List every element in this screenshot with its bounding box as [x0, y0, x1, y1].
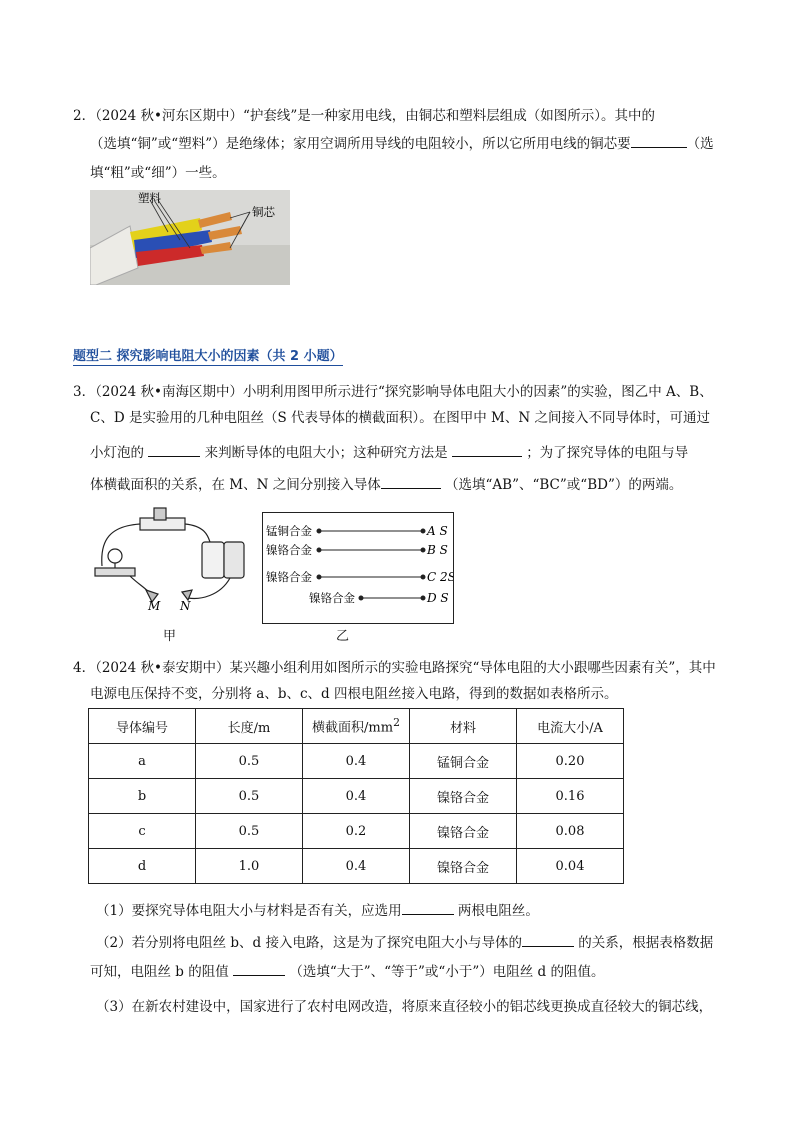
terminal-m-label: M	[148, 599, 161, 613]
q4-sub3: （3）在新农村建设中，国家进行了农村电网改造，将原来直径较小的铝芯线更换成直径较大的铜芯线，	[96, 999, 713, 1015]
wire-c-material: 镍铬合金	[266, 570, 312, 584]
cell-current: 0.16	[517, 779, 624, 814]
cell-current: 0.04	[517, 849, 624, 884]
cell-material: 镍铬合金	[410, 849, 517, 884]
q3-line3-text-c: ；为了探究导体的电阻与导	[526, 445, 689, 461]
q3-line4-text-a: 体横截面积的关系，在 M、N 之间分别接入导体	[90, 477, 381, 493]
q3-line4-text-b: （选填“AB”、“BC”或“BD”）的两端。	[445, 477, 683, 493]
q4-sub2-text-b: 的关系，根据表格数据	[578, 935, 714, 951]
cell-area: 0.4	[303, 779, 410, 814]
cell-id: d	[89, 849, 196, 884]
q2-line3: 填“粗”或“细”）一些。	[90, 165, 226, 181]
q4-sub2-text-d: （选填“大于”、“等于”或“小于”）电阻丝 d 的阻值。	[289, 964, 605, 980]
q4-line2: 电源电压保持不变，分别将 a、b、c、d 四根电阻丝接入电路，得到的数据如表格所示。	[90, 686, 618, 702]
header-length: 长度/m	[196, 709, 303, 744]
cell-material: 镍铬合金	[410, 779, 517, 814]
q4-sub2-line1	[96, 931, 713, 951]
resistance-wires-figure-yi	[262, 512, 454, 624]
q3-line3-text-b: 来判断导体的电阻大小；这种研究方法是	[204, 445, 448, 461]
cell-material: 锰铜合金	[410, 744, 517, 779]
cell-current: 0.20	[517, 744, 624, 779]
q4-blank-2[interactable]	[522, 934, 574, 947]
q4-sub1	[96, 899, 539, 919]
table-row	[89, 744, 624, 779]
wire-c-tag: C 2S	[427, 570, 453, 584]
q4-sub2-text-c: 可知，电阻丝 b 的阻值	[90, 964, 229, 980]
wire-b-tag: B S	[427, 543, 448, 557]
q2-line2	[90, 135, 714, 152]
figure-yi-caption: 乙	[336, 629, 350, 644]
header-material: 材料	[410, 709, 517, 744]
copper-core-label: 铜芯	[252, 205, 275, 219]
cell-area: 0.4	[303, 744, 410, 779]
cell-id: c	[89, 814, 196, 849]
q4-blank-3[interactable]	[233, 963, 285, 976]
q2-blank-2[interactable]	[631, 135, 687, 148]
table-row	[89, 849, 624, 884]
header-cross-section-sup: 2	[393, 716, 400, 730]
section-heading: 题型二 探究影响电阻大小的因素（共 2 小题）	[73, 345, 343, 366]
q2-line1: 2．（2024 秋•河东区期中）“护套线”是一种家用电线，由铜芯和塑料层组成（如图所示）。其中的	[73, 108, 656, 124]
q4-blank-1[interactable]	[402, 902, 454, 915]
q3-line3-text-a: 小灯泡的	[90, 445, 144, 461]
q3-line3	[90, 444, 688, 461]
q3-blank-2[interactable]	[452, 444, 522, 457]
q3-line4	[90, 476, 682, 493]
header-cross-section	[303, 709, 410, 744]
q4-sub1-text-b: 两根电阻丝。	[457, 903, 539, 919]
q2-line2-text-a: （选填“铜”或“塑料”）是绝缘体；家用空调所用导线的电阻较小，所以它所用电线的铜芯要	[90, 136, 631, 152]
q4-sub1-text-a: （1）要探究导体电阻大小与材料是否有关，应选用	[96, 903, 402, 919]
q3-blank-3[interactable]	[381, 476, 441, 489]
wire-d-material: 镍铬合金	[309, 591, 355, 605]
q2-line2-text-b: （选	[686, 136, 714, 152]
q3-line2: C、D 是实验用的几种电阻丝（S 代表导体的横截面积）。在图甲中 M、N 之间接入不同导体时，可通过	[90, 410, 710, 426]
header-cross-section-text: 横截面积/mm	[312, 720, 394, 736]
table-header-row	[89, 709, 624, 744]
header-current: 电流大小/A	[517, 709, 624, 744]
cell-area: 0.2	[303, 814, 410, 849]
q4-sub2-text-a: （2）若分别将电阻丝 b、d 接入电路，这是为了探究电阻大小与导体的	[96, 935, 522, 951]
sheathed-wire-figure	[90, 190, 290, 285]
q4-sub2-line2	[90, 963, 604, 980]
wire-b-material: 镍铬合金	[266, 543, 312, 557]
wire-d-tag: D S	[427, 591, 449, 605]
plastic-label: 塑料	[138, 191, 161, 205]
conductor-data-table	[88, 708, 624, 884]
cell-material: 镍铬合金	[410, 814, 517, 849]
circuit-figure-jia	[90, 500, 250, 625]
q3-blank-1[interactable]	[148, 444, 200, 457]
cell-id: b	[89, 779, 196, 814]
cell-id: a	[89, 744, 196, 779]
header-conductor-id: 导体编号	[89, 709, 196, 744]
q4-line1: 4．（2024 秋•泰安期中）某兴趣小组利用如图所示的实验电路探究“导体电阻的大小跟哪些因素有关”，其中	[73, 660, 716, 676]
table-row	[89, 779, 624, 814]
terminal-n-label: N	[180, 599, 191, 613]
cell-length: 0.5	[196, 744, 303, 779]
cell-length: 0.5	[196, 779, 303, 814]
wire-a-material: 锰铜合金	[266, 524, 312, 538]
wire-a-tag: A S	[427, 524, 448, 538]
cell-current: 0.08	[517, 814, 624, 849]
cell-area: 0.4	[303, 849, 410, 884]
table-row	[89, 814, 624, 849]
q3-line1: 3．（2024 秋•南海区期中）小明利用图甲所示进行“探究影响导体电阻大小的因素”的实验，图乙中 A、B、	[73, 384, 713, 400]
figure-jia-caption: 甲	[163, 629, 177, 644]
cell-length: 1.0	[196, 849, 303, 884]
cell-length: 0.5	[196, 814, 303, 849]
